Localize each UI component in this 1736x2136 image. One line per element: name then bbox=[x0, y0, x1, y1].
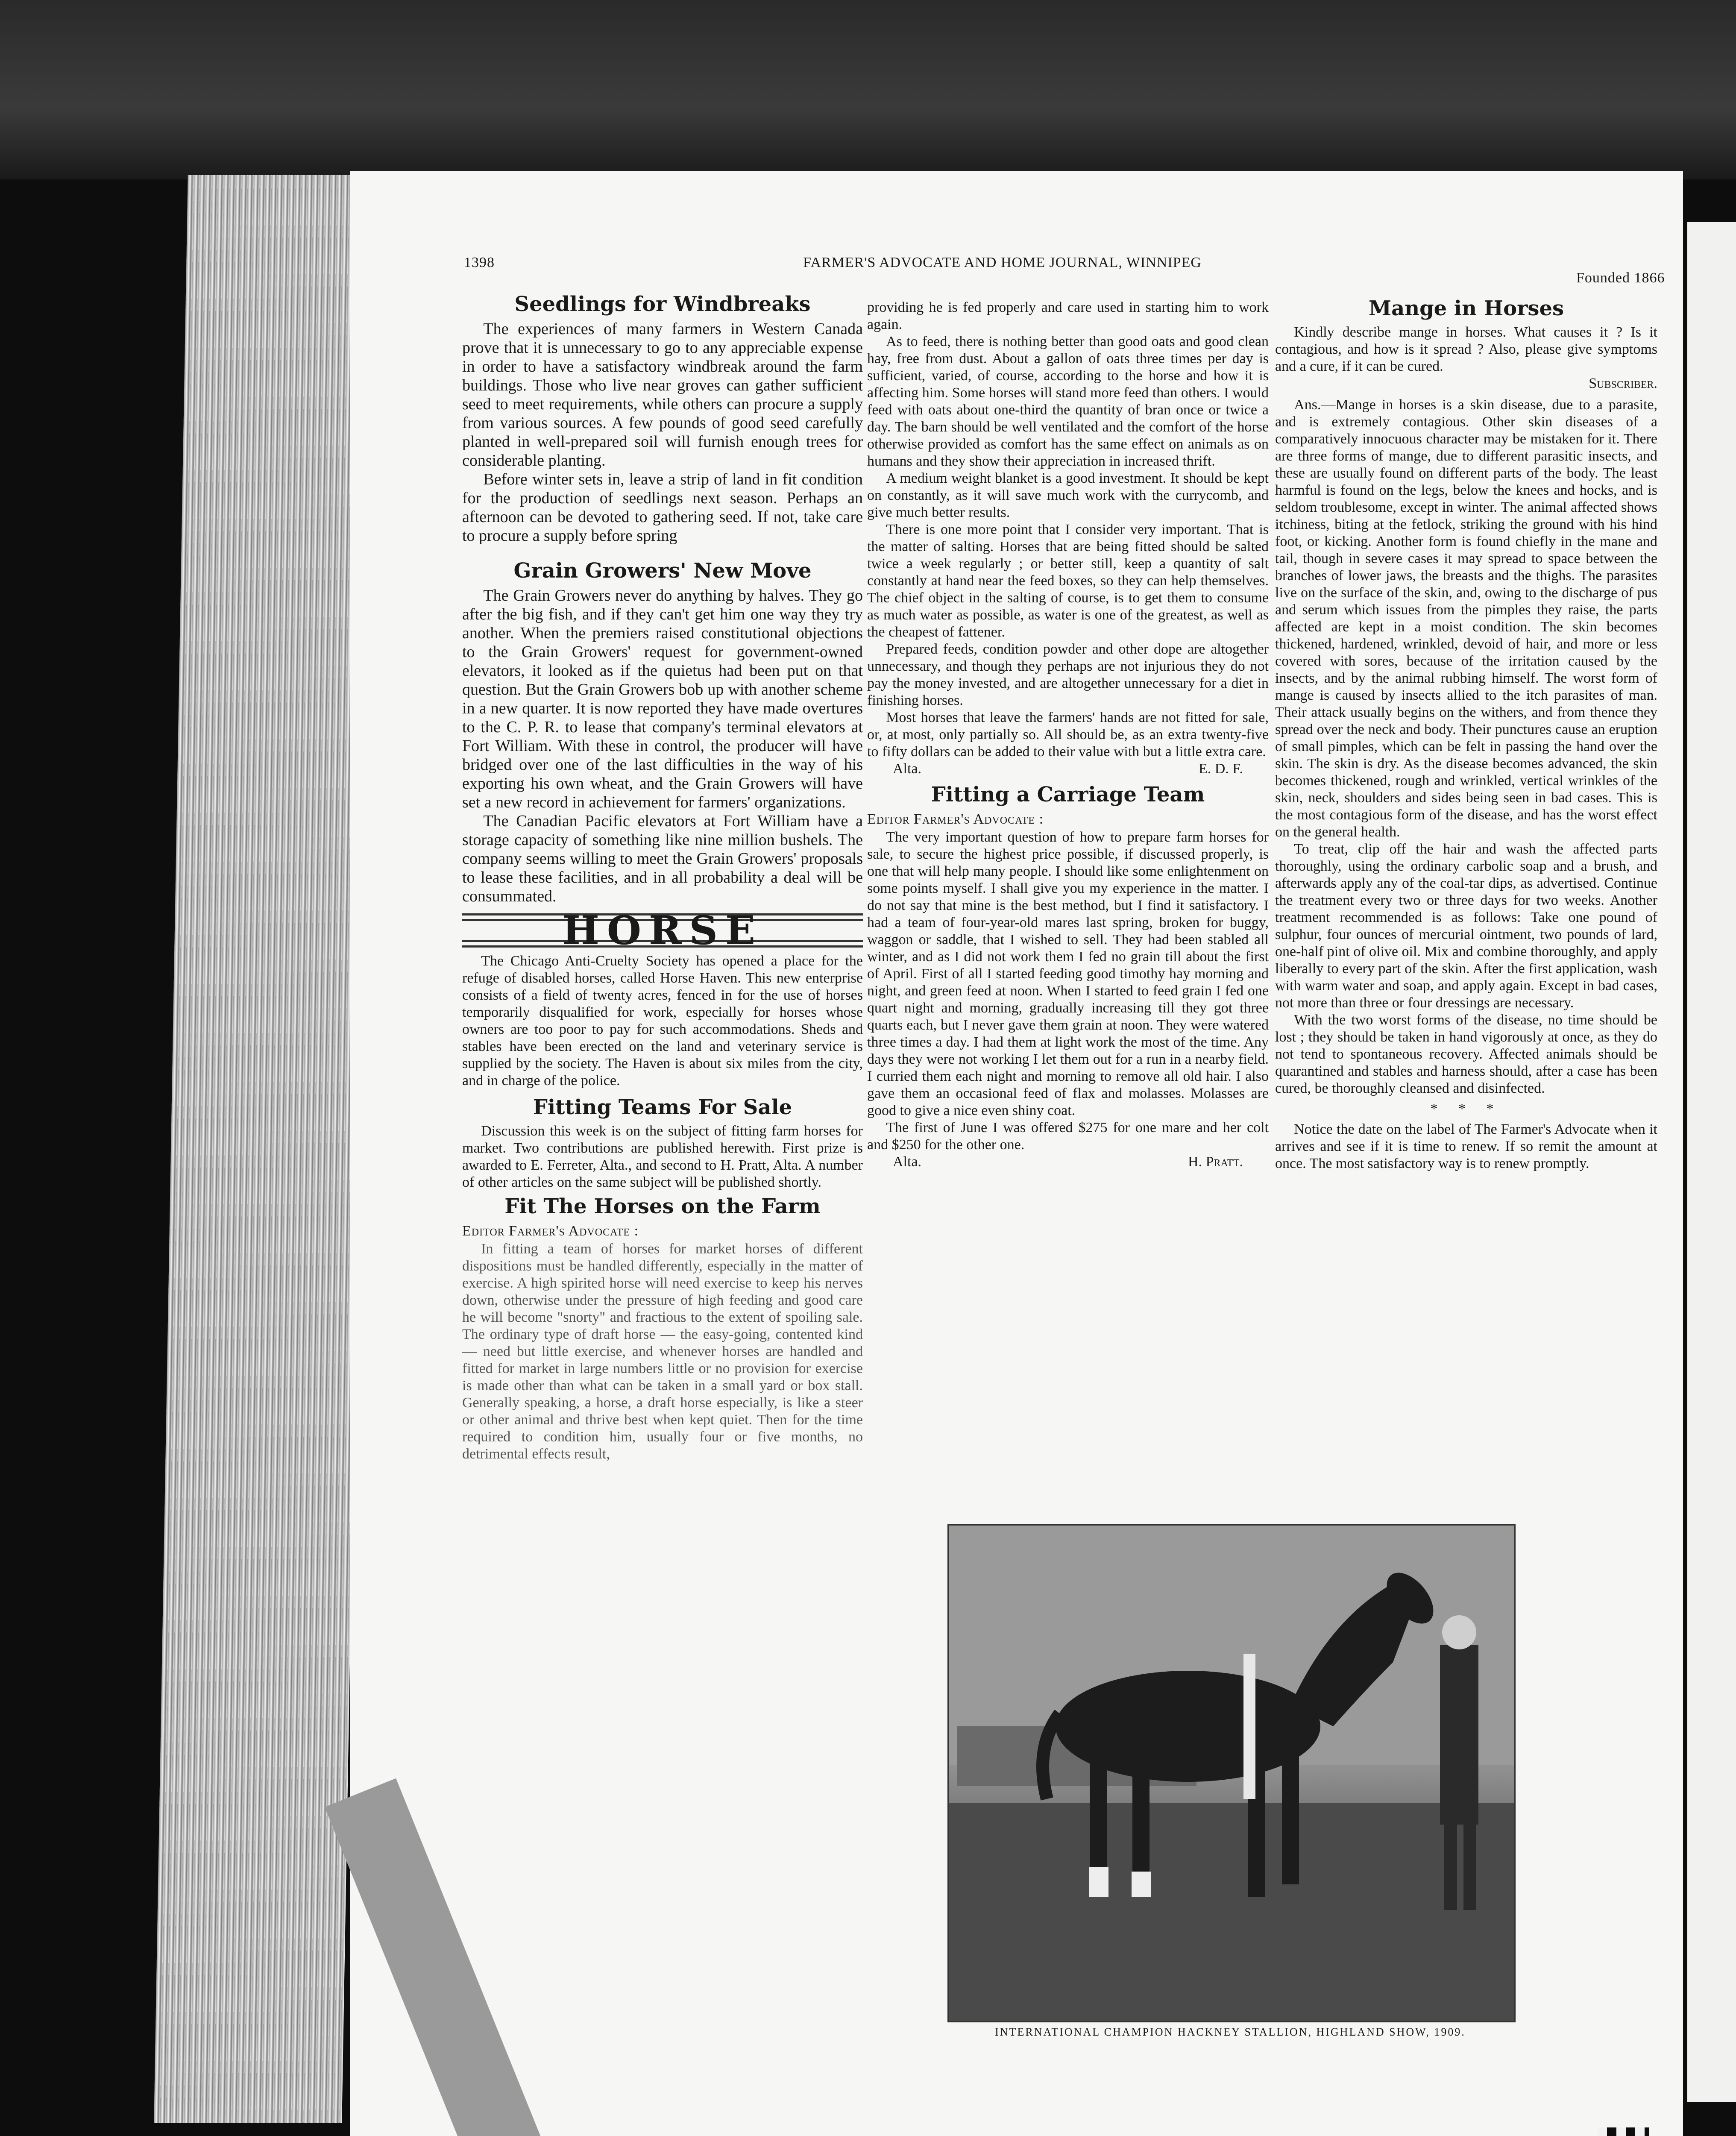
carriage-paragraph-1: The very important question of how to prepare farm horses for sale, to secure the highest price possible, if discussed properly, is one that will help many people. I should like some enlightenment on some points myself. I shall give you my experience in the matter. I do not say that mine is the best method, but I find it satisfactory. I had a team of four-year-old mares last spring, broken for buggy, waggon or saddle, that I wished to sell. They had been stabled all winter, and as I did not work them I fed no grain till about the first of April. First of all I started feeding good timothy hay morning and night, and green feed at noon. When I started to feed grain I fed one quart night and morning, gradually increasing till they got three quarts each, but I never gave them grain at noon. They were watered three times a day. I had them at light work the most of the time. Any days they were not working I let them out for a run in a nearby field. I curried them each night and morning to remove all old hair. I also gave them an occasional feed of flax and molasses. Molasses are good to give a nice even shiny coat. bbox=[867, 829, 1269, 1118]
hackney-stallion-photo bbox=[947, 1524, 1516, 2022]
col2-paragraph-4: There is one more point that I consider very important. That is the matter of salting. Horses that are being fitted should be salted twice a week regularly ; or better still, keep a quantity of salt constantly at hand near the feed boxes, so they can help themselves. The chief object in the salting of course, is to get them to consume as much water as possible, as water is one of the greatest, as well as the cheapest of fattener. bbox=[867, 522, 1269, 640]
grain-growers-paragraph-2: The Canadian Pacific elevators at Fort William have a storage capacity of something like nine million bushels. The company seems willing to meet the Grain Growers' proposals to lease these facilities, and in all probability a deal will be consummated. bbox=[462, 812, 863, 905]
grain-growers-title: Grain Growers' New Move bbox=[513, 559, 812, 583]
signature-place: Alta. bbox=[893, 761, 922, 777]
col2-paragraph-6: Most horses that leave the farmers' hands are not fitted for sale, or, at most, only partially so. All should be, as an extra twenty-five to fifty dollars can be added to their value with but a little extra care. bbox=[867, 710, 1269, 760]
signature-place: Alta. bbox=[893, 1154, 922, 1170]
editor-salutation: Editor Farmer's Advocate : bbox=[462, 1223, 639, 1239]
editor-salutation: Editor Farmer's Advocate : bbox=[867, 811, 1044, 827]
mange-question: Kindly describe mange in horses. What causes it ? Is it contagious, and how is it spread ? Also, please give symptoms and a cure, if it can be cured. bbox=[1275, 324, 1657, 374]
photo-caption: INTERNATIONAL CHAMPION HACKNEY STALLION, HIGHLAND SHOW, 1909. bbox=[995, 2026, 1466, 2038]
windbreaks-title: Seedlings for Windbreaks bbox=[514, 292, 811, 316]
signature-name: H. Pratt. bbox=[1188, 1154, 1243, 1170]
column-2 bbox=[867, 299, 1269, 1171]
section-stars: * * * bbox=[1430, 1101, 1502, 1117]
signature-line bbox=[867, 1153, 1269, 1171]
mange-title: Mange in Horses bbox=[1368, 296, 1564, 320]
windbreaks-paragraph-2: Before winter sets in, leave a strip of land in fit condition for the production of seedlings next season. Perhaps an afternoon can be devoted to gathering seed. If not, take care to procure a supply before spring bbox=[462, 470, 863, 545]
signature-name: E. D. F. bbox=[1198, 761, 1243, 777]
signature-line bbox=[867, 760, 1269, 778]
fitting-teams-paragraph: Discussion this week is on the subject of fitting farm horses for market. Two contributions are published herewith. First prize is awarded to E. Ferreter, Alta., and second to H. Pratt, Alta. A number of other articles on the same subject will be published shortly. bbox=[462, 1123, 863, 1190]
col2-paragraph-2: As to feed, there is nothing better than good oats and good clean hay, free from dust. About a gallon of oats three times per day is sufficient, varied, of course, according to the horse and how it is affecting him. Some horses will stand more feed than others. I would feed with oats about one-third the quantity of bran once or twice a day. The barn should be well ventilated and the comfort of the horse otherwise provided as comfort has the same effect on animals as on humans and they show their appreciation in increased thrift. bbox=[867, 334, 1269, 469]
col2-paragraph-1: providing he is fed properly and care used in starting him to work again. bbox=[867, 299, 1269, 332]
carriage-team-title: Fitting a Carriage Team bbox=[931, 783, 1205, 807]
scanner-bars bbox=[1598, 2127, 1649, 2136]
scanner-background bbox=[0, 0, 1736, 179]
chicago-paragraph: The Chicago Anti-Cruelty Society has opened a place for the refuge of disabled horses, called Horse Haven. This new enterprise consists of a field of twenty acres, fenced in for the use of horses temporarily disqualified for work, especially for horses whose owners are too poor to pay for such accommodations. Sheds and stables have been erected on the land and veterinary service is supplied by the society. The Haven is about six miles from the city, and in charge of the police. bbox=[462, 953, 863, 1089]
column-1 bbox=[462, 292, 863, 1463]
journal-title: FARMER'S ADVOCATE AND HOME JOURNAL, WINNIPEG bbox=[803, 255, 1202, 270]
subscriber-signature: Subscriber. bbox=[1589, 376, 1657, 391]
col2-paragraph-3: A medium weight blanket is a good investment. It should be kept on constantly, as it will save much work with the currycomb, and give much better results. bbox=[867, 470, 1269, 520]
column-3 bbox=[1275, 296, 1657, 1172]
stallion-illustration bbox=[949, 1526, 1514, 2021]
renewal-notice: Notice the date on the label of The Farmer's Advocate when it arrives and see if it is time to renew. If so remit the amount at once. The most satisfactory way is to renew promptly. bbox=[1275, 1121, 1657, 1171]
mange-answer-paragraph-2: To treat, clip off the hair and wash the affected parts thoroughly, using the ordinary carbolic soap and a brush, and afterwards apply any of the coal-tar dips, as advertised. Continue the treatment every two or three days for two weeks. Another treatment recommended is as follows: Take one pound of sulphur, four ounces of mercurial ointment, two pounds of lard, one-half pint of olive oil. Mix and combine thoroughly, and apply liberally to every part of the skin. After the first application, wash with warm water and soap, and apply again. Except in bad cases, not more than three or four dressings are necessary. bbox=[1275, 841, 1657, 1011]
grain-growers-paragraph-1: The Grain Growers never do anything by halves. They go after the big fish, and if they can't get him one way they try another. When the premiers raised constitutional objections to the Grain Growers' request for government-owned elevators, it looked as if the quietus had been put on that question. But the Grain Growers bob up with another scheme in a new quarter. It is now reported they have made overtures to the C. P. R. to lease that company's terminal elevators at Fort William. With these in control, the producer will have bridged over one of the last difficulties in the way of his exporting his own wheat, and the Grain Growers will have set a new record in achievement for farmers' organizations. bbox=[462, 587, 863, 811]
mange-answer-paragraph-3: With the two worst forms of the disease, no time should be lost ; they should be taken in hand vigorously at once, as they do not tend to spontaneous recovery. Affected animals should be quarantined and stables and harness should, after a case has been cured, be thoroughly cleansed and disinfected. bbox=[1275, 1012, 1657, 1096]
horse-section-heading: HORSE bbox=[562, 907, 763, 954]
carriage-paragraph-2: The first of June I was offered $275 for one mare and her colt and $250 for the other one. bbox=[867, 1120, 1269, 1153]
fit-horses-paragraph: In fitting a team of horses for market horses of different dispositions must be handled differently, especially in the matter of exercise. A high spirited horse will need exercise to keep his nerves down, otherwise under the pressure of high feeding and good care he will become "snorty" and fractious to the extent of spoiling sale. The ordinary type of draft horse — the easy-going, contented kind — need but little exercise, and whenever horses are handled and fitted for market in large numbers little or no provision for exercise is made other than what can be taken in a small yard or box stall. Generally speaking, a horse, a draft horse especially, is like a steer or other animal and thrive best when kept quiet. Then for the time required to condition him, usually four or five months, no detrimental effects result, bbox=[462, 1241, 863, 1462]
fit-horses-title: Fit The Horses on the Farm bbox=[504, 1194, 821, 1218]
col2-paragraph-5: Prepared feeds, condition powder and other dope are altogether unnecessary, and though they perhaps are not injurious they do not pay the money invested, and are altogether unnecessary for a diet in finishing horses. bbox=[867, 641, 1269, 708]
mange-answer-paragraph-1: Ans.—Mange in horses is a skin disease, due to a parasite, and is extremely contagious. Other skin diseases of a comparatively innocuous character may be mistaken for it. There are three forms of mange, due to different parasitic insects, and these are usually found on different parts of the body. The least harmful is found on the legs, below the knees and hocks, and is seldom troublesome, except in winter. The animal affected shows itchiness, biting at the fetlock, striking the ground with his hind foot, or kicking. Another form is found chiefly in the mane and tail, though in severe cases it may spread to space between the branches of lower jaws, the breasts and the thighs. The parasites live on the surface of the skin, and, owing to the discharge of pus and serum which issues from the pimples they raise, the parts affected are kept in a moist condition. The skin becomes thickened, hardened, wrinkled, devoid of hair, and more or less covered with sores, because of the irritation caused by the insects, and by the animal rubbing himself. The worst form of mange is caused by insects allied to the itch parasites of man. Their attack usually begins on the withers, and from thence they spread over the neck and body. Their punctures cause an eruption of small pimples, which can be felt in passing the hand over the skin. The skin is dry. As the disease becomes advanced, the skin becomes thickened, rough and wrinkled, vertical wrinkles of the skin, neck, shoulders and sides being seen in bad cases. This is the most contagious form of the disease, and has the worst effect on the general health. bbox=[1275, 397, 1657, 840]
adjacent-page-edge bbox=[1687, 222, 1736, 2102]
fitting-teams-title: Fitting Teams For Sale bbox=[533, 1095, 792, 1119]
founded-note: Founded 1866 bbox=[1576, 270, 1665, 286]
windbreaks-paragraph-1: The experiences of many farmers in Western Canada prove that it is unnecessary to go to any appreciable expense in order to have a satisfactory windbreak around the farm buildings. Those who live near groves can gather sufficient seed to meet requirements, while others can procure a supply from various sources. A few pounds of good seed carefully planted in well-prepared soil will furnish enough trees for considerable planting. bbox=[462, 320, 863, 469]
page-number: 1398 bbox=[464, 255, 495, 270]
